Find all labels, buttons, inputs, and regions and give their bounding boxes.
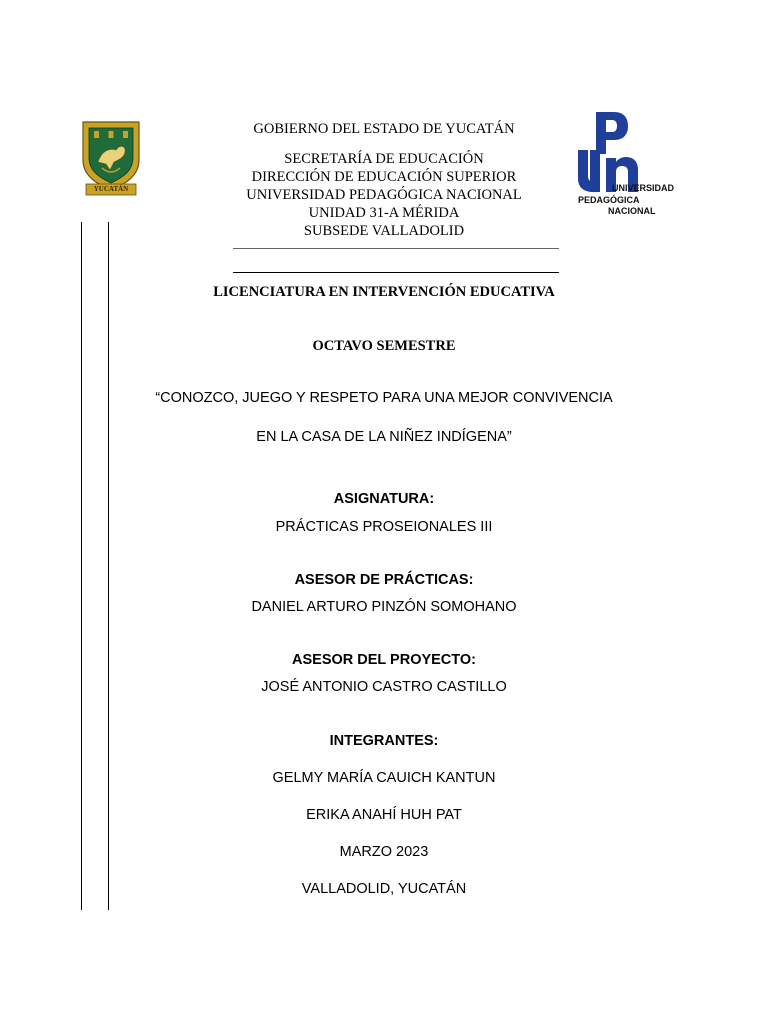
upn-line-universidad: UNIVERSIDAD [612, 183, 675, 193]
yucatan-banner-text: YUCATÁN [93, 185, 129, 193]
header-rule-top [233, 248, 559, 249]
project-title-line-2: EN LA CASA DE LA NIÑEZ INDÍGENA” [256, 429, 512, 445]
direction-line: DIRECCIÓN DE EDUCACIÓN SUPERIOR [251, 169, 517, 185]
institution-header [200, 120, 568, 240]
project-advisor-value: JOSÉ ANTONIO CASTRO CASTILLO [261, 679, 507, 695]
member-name: GELMY MARÍA CAUICH KANTUN [272, 770, 496, 786]
upn-line-nacional: NACIONAL [608, 206, 656, 216]
university-line: UNIVERSIDAD PEDAGÓGICA NACIONAL [246, 187, 522, 203]
secretariat-line: SECRETARÍA DE EDUCACIÓN [284, 151, 484, 167]
upn-mark-icon [576, 110, 642, 194]
government-line: GOBIERNO DEL ESTADO DE YUCATÁN [253, 121, 515, 137]
project-title-line-1: “CONOZCO, JUEGO Y RESPETO PARA UNA MEJOR CONVIVENCIA [155, 390, 613, 406]
upn-logo [576, 110, 686, 220]
members-label: INTEGRANTES: [329, 733, 439, 749]
project-advisor-label: ASESOR DEL PROYECTO: [292, 652, 476, 668]
upn-line-pedagogica: PEDAGÓGICA [578, 195, 640, 205]
subject-label: ASIGNATURA: [333, 491, 435, 507]
unit-line: UNIDAD 31-A MÉRIDA [308, 205, 460, 221]
subject-value: PRÁCTICAS PROSEIONALES III [275, 519, 493, 535]
program-title: LICENCIATURA EN INTERVENCIÓN EDUCATIVA [213, 284, 555, 300]
date-line: MARZO 2023 [339, 844, 429, 860]
header-rule-bottom [233, 272, 559, 273]
practice-advisor-label: ASESOR DE PRÁCTICAS: [294, 572, 474, 588]
practice-advisor-value: DANIEL ARTURO PINZÓN SOMOHANO [251, 599, 517, 615]
yucatan-coat-of-arms-logo [80, 120, 142, 198]
member-name: ERIKA ANAHÍ HUH PAT [306, 807, 462, 823]
subsede-line: SUBSEDE VALLADOLID [303, 223, 465, 239]
semester-title: OCTAVO SEMESTRE [312, 338, 456, 354]
place-line: VALLADOLID, YUCATÁN [301, 881, 467, 897]
margin-line-left [81, 222, 82, 910]
